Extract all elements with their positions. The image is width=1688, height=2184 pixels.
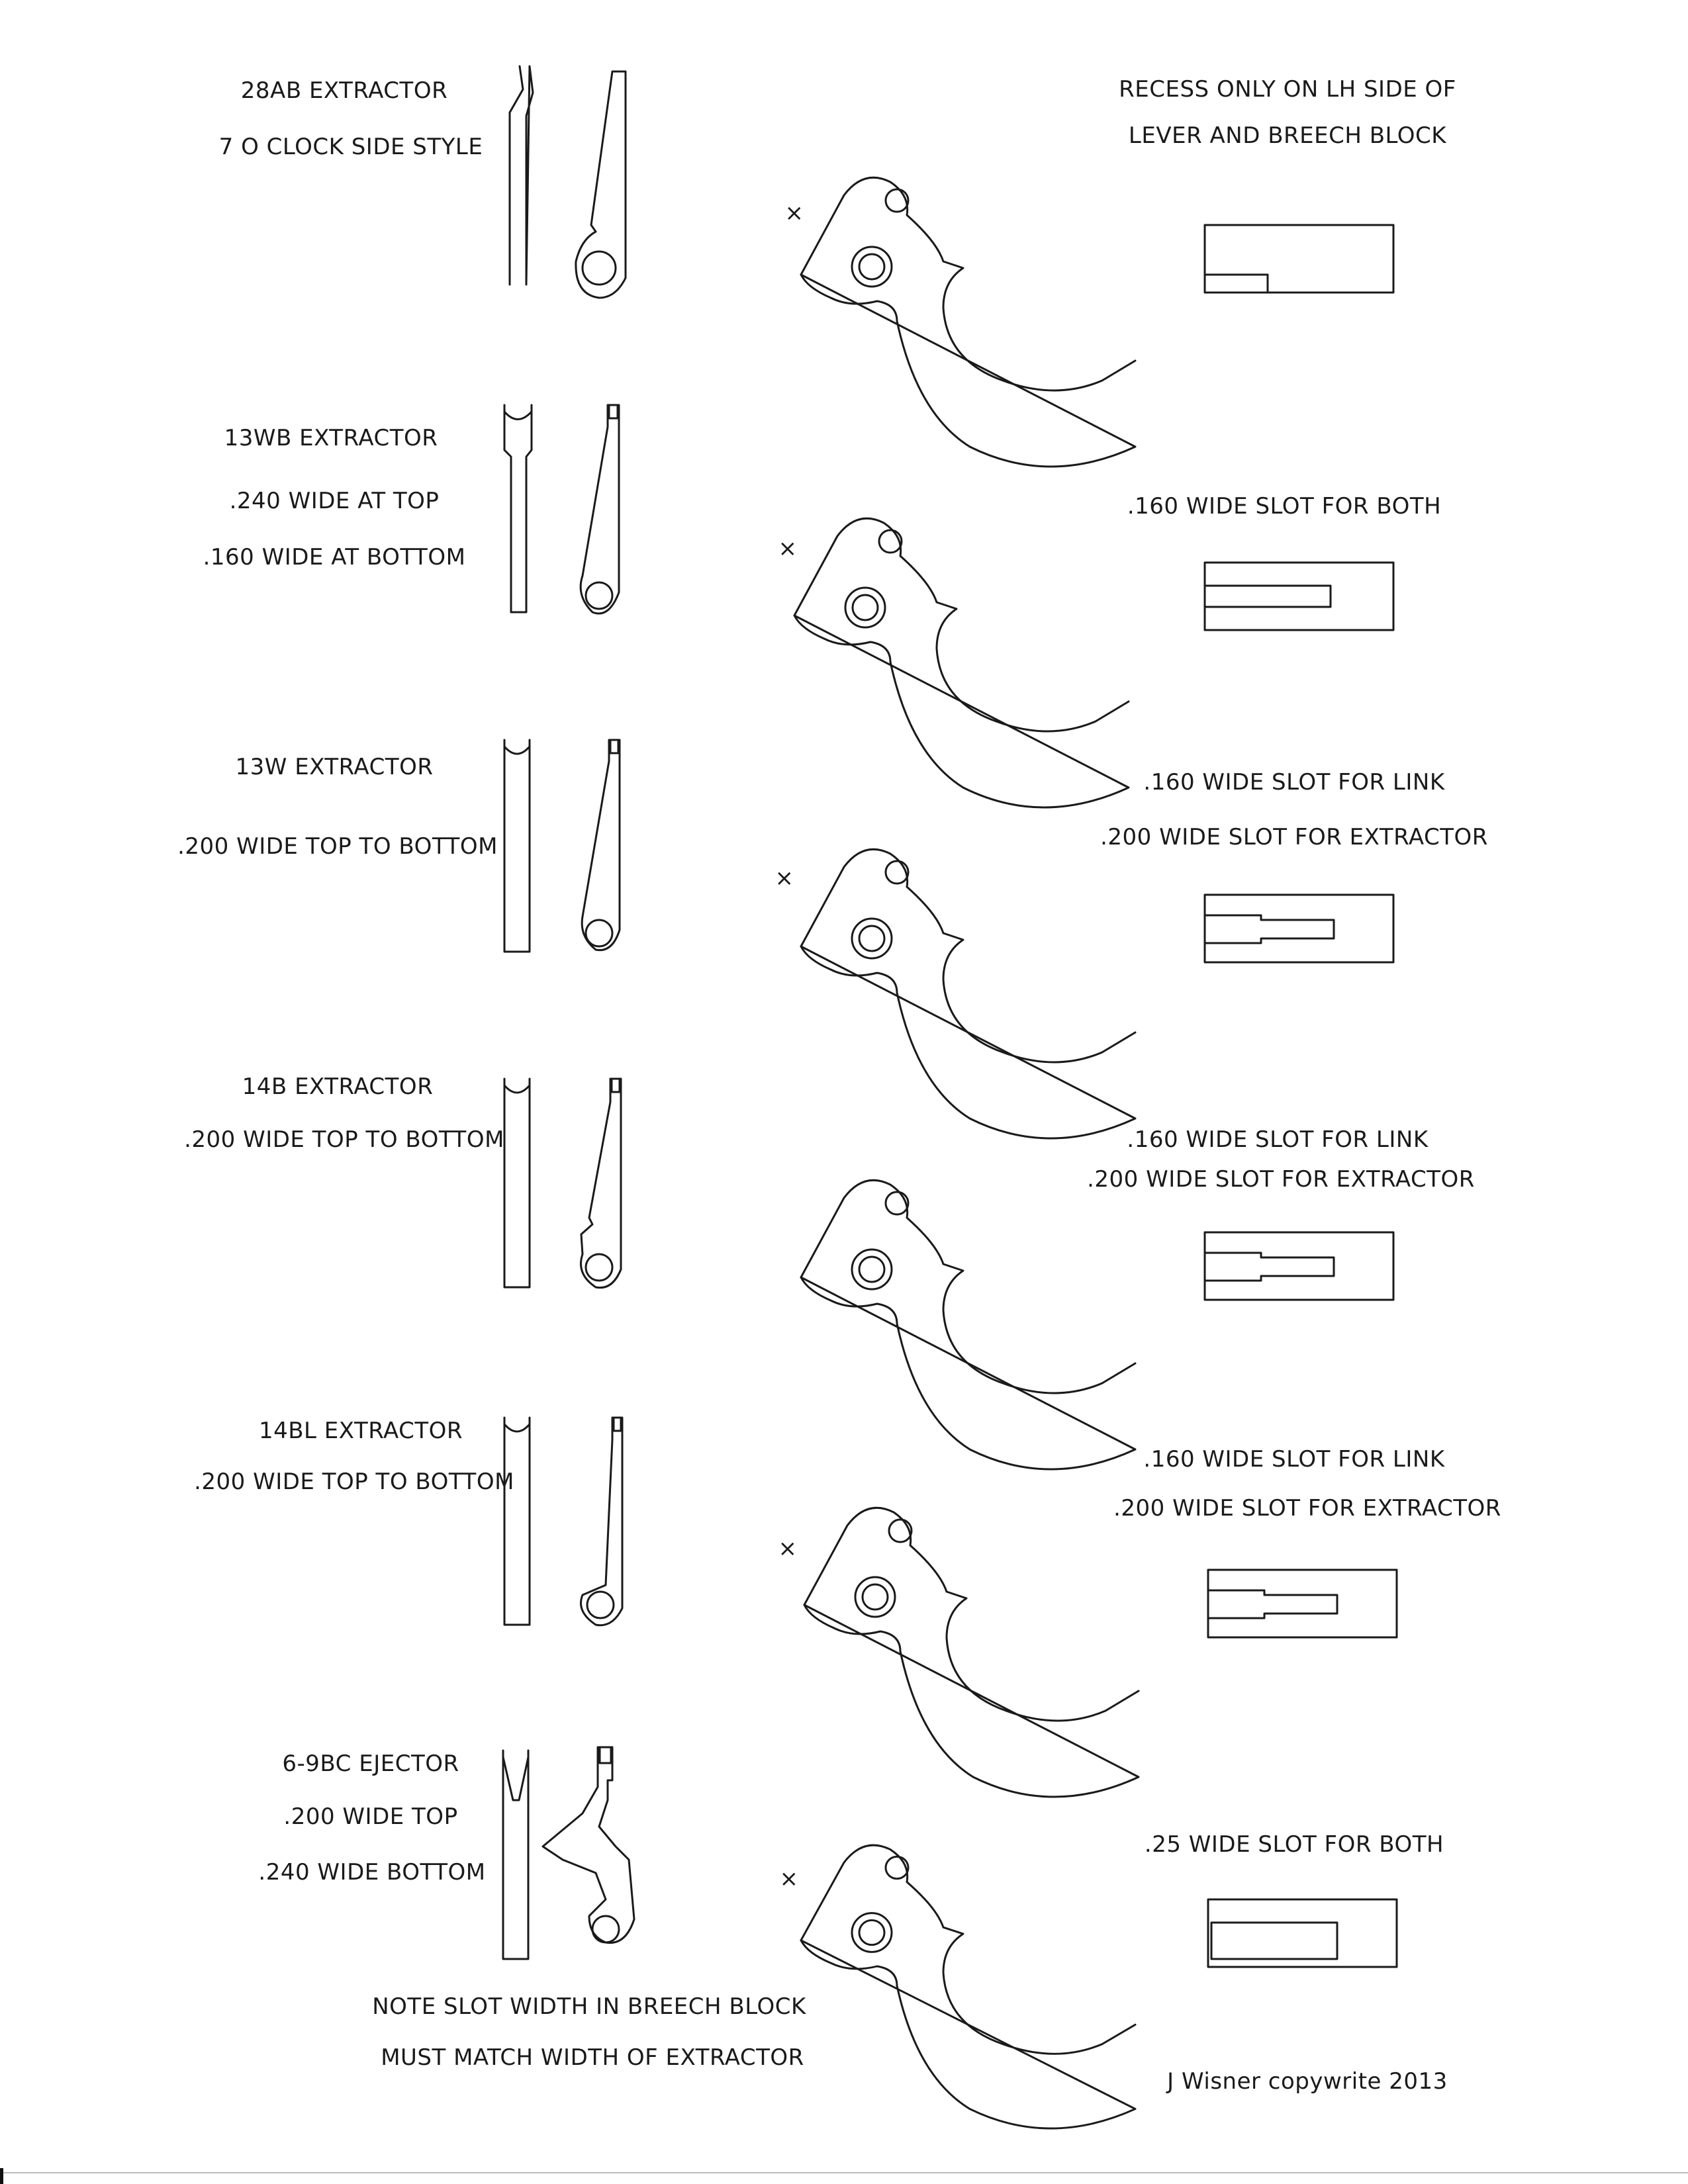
row-4-spec-1: .200 WIDE TOP TO BOTTOM xyxy=(184,1126,504,1153)
side-view-ejector-6 xyxy=(503,1751,528,1959)
row-6-marker: × xyxy=(779,1866,799,1892)
row-1-slot-1: RECESS ONLY ON LH SIDE OF xyxy=(1119,76,1456,103)
row-2-slot-1: .160 WIDE SLOT FOR BOTH xyxy=(1127,493,1442,520)
row-1-slot-2: LEVER AND BREECH BLOCK xyxy=(1128,122,1447,149)
front-view-extractor-1 xyxy=(576,71,626,298)
note-line-1: NOTE SLOT WIDTH IN BREECH BLOCK xyxy=(372,1993,806,2020)
row-3-slot-1: .160 WIDE SLOT FOR LINK xyxy=(1143,769,1445,796)
row-1-marker: × xyxy=(784,200,804,226)
row-2-spec-1: .240 WIDE AT TOP xyxy=(229,488,440,514)
front-view-extractor-4 xyxy=(581,1079,622,1288)
lever-drawing-2 xyxy=(794,518,1129,807)
row-2-part-label: 13WB EXTRACTOR xyxy=(224,425,438,451)
row-4-slot-1: .160 WIDE SLOT FOR LINK xyxy=(1127,1126,1429,1153)
row-6-slot-1: .25 WIDE SLOT FOR BOTH xyxy=(1144,1831,1444,1858)
lever-drawing-1 xyxy=(801,177,1135,467)
page-bottom-edge xyxy=(0,2172,1688,2173)
row-3-part-label: 13W EXTRACTOR xyxy=(235,754,434,780)
side-view-extractor-1 xyxy=(510,66,533,285)
breech-block-2 xyxy=(1205,563,1393,630)
row-3-spec-1: .200 WIDE TOP TO BOTTOM xyxy=(177,833,498,860)
row-4-slot-2: .200 WIDE SLOT FOR EXTRACTOR xyxy=(1087,1166,1475,1193)
breech-block-6 xyxy=(1208,1899,1397,1967)
row-6-spec-1: .200 WIDE TOP xyxy=(283,1803,458,1830)
scan-edge-mark xyxy=(0,2168,3,2184)
lever-drawing-4 xyxy=(801,1180,1135,1469)
front-view-ejector-6 xyxy=(543,1747,634,1943)
row-3-slot-2: .200 WIDE SLOT FOR EXTRACTOR xyxy=(1100,824,1488,850)
row-2-drawings xyxy=(504,405,1393,807)
row-5-marker: × xyxy=(778,1535,798,1562)
row-5-part-label: 14BL EXTRACTOR xyxy=(258,1418,463,1444)
breech-block-4 xyxy=(1205,1232,1393,1300)
row-6-part-label: 6-9BC EJECTOR xyxy=(282,1751,459,1777)
lever-drawing-5 xyxy=(804,1508,1139,1797)
side-view-extractor-2 xyxy=(504,405,532,612)
credit-text: J Wisner copywrite 2013 xyxy=(1167,2068,1448,2095)
front-view-extractor-3 xyxy=(582,740,620,950)
row-3-marker: × xyxy=(774,865,794,891)
row-3-drawings xyxy=(504,740,1393,1138)
row-2-spec-2: .160 WIDE AT BOTTOM xyxy=(203,544,466,570)
note-line-2: MUST MATCH WIDTH OF EXTRACTOR xyxy=(381,2044,804,2071)
breech-block-3 xyxy=(1205,895,1393,962)
row-1-spec-1: 7 O CLOCK SIDE STYLE xyxy=(218,134,483,160)
front-view-extractor-2 xyxy=(581,405,619,614)
row-2-marker: × xyxy=(778,535,798,562)
row-4-part-label: 14B EXTRACTOR xyxy=(242,1073,434,1100)
lever-drawing-6 xyxy=(801,1845,1135,2128)
front-view-extractor-5 xyxy=(581,1418,623,1625)
side-view-extractor-4 xyxy=(504,1079,530,1287)
row-5-slot-2: .200 WIDE SLOT FOR EXTRACTOR xyxy=(1113,1495,1501,1522)
lever-drawing-3 xyxy=(801,849,1135,1138)
row-6-spec-2: .240 WIDE BOTTOM xyxy=(258,1859,486,1886)
side-view-extractor-3 xyxy=(504,740,530,952)
breech-block-1 xyxy=(1205,225,1393,293)
row-5-drawings xyxy=(504,1418,1397,1797)
row-1-part-label: 28AB EXTRACTOR xyxy=(240,77,448,104)
breech-block-5 xyxy=(1208,1570,1397,1637)
row-5-spec-1: .200 WIDE TOP TO BOTTOM xyxy=(194,1469,514,1495)
row-5-slot-1: .160 WIDE SLOT FOR LINK xyxy=(1143,1446,1445,1473)
side-view-extractor-5 xyxy=(504,1418,530,1625)
